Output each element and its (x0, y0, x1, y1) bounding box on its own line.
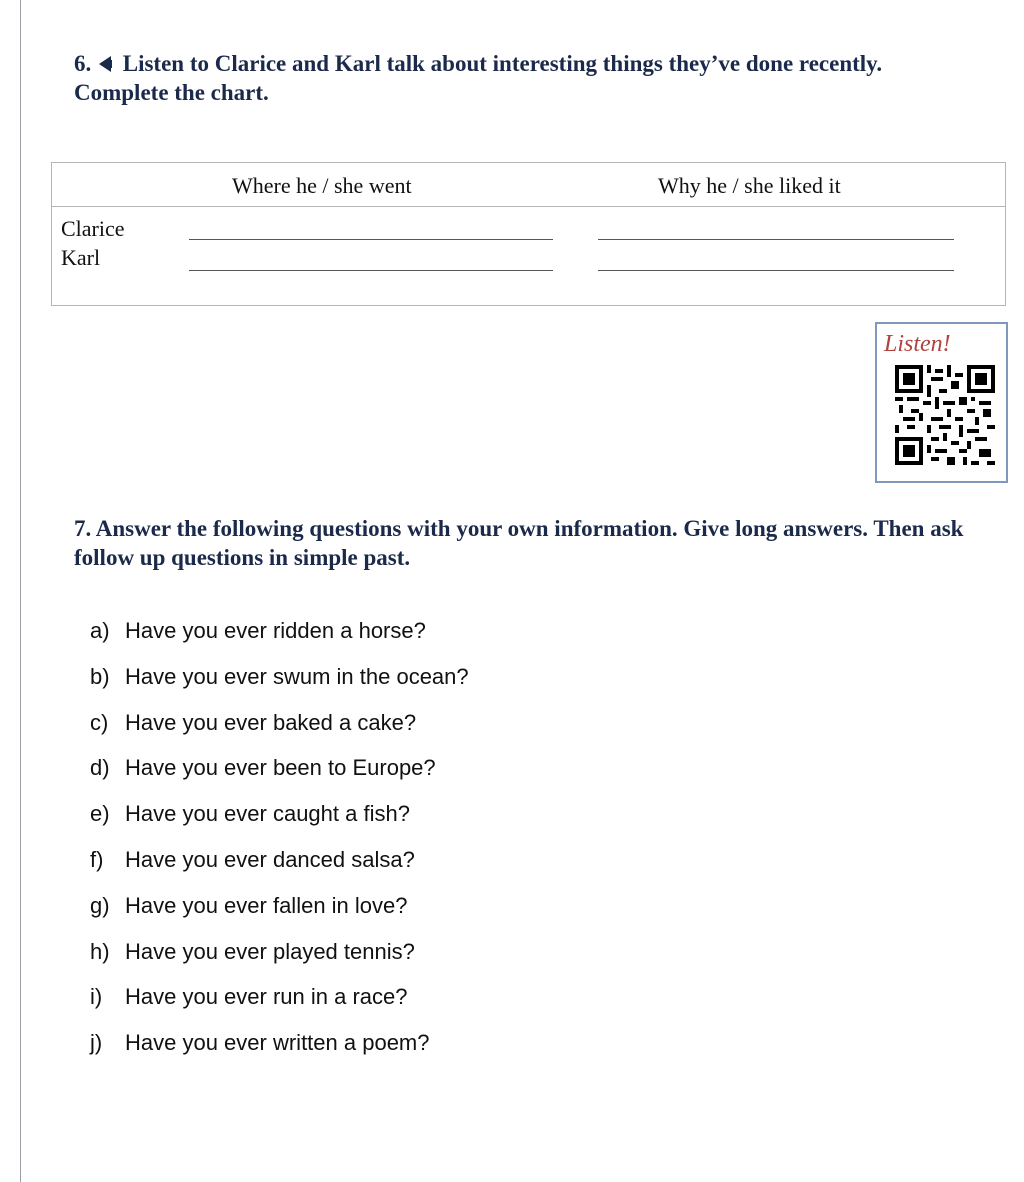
list-item (90, 1026, 469, 1072)
exercise-6-heading (74, 49, 974, 107)
blank-karl-why[interactable] (598, 270, 954, 271)
question-text: Have you ever been to Europe? (125, 755, 436, 781)
listen-box[interactable] (875, 322, 1008, 483)
question-letter: d) (90, 755, 110, 781)
question-letter: c) (90, 709, 109, 735)
exercise-7-instruction: Answer the following questions with your own information. Give long answers. Then ask follow up questions in simple past. (74, 516, 964, 570)
row-label-karl: Karl (61, 245, 101, 270)
listening-chart (51, 162, 1006, 306)
question-letter: h) (90, 938, 110, 964)
blank-clarice-why[interactable] (598, 239, 954, 240)
question-letter: j) (90, 1030, 103, 1056)
question-letter: g) (90, 892, 110, 918)
question-letter: e) (90, 801, 110, 827)
chart-header-row (52, 163, 1005, 207)
question-list (90, 614, 469, 1072)
blank-clarice-where[interactable] (189, 239, 553, 240)
column-header-where: Where he / she went (232, 173, 412, 198)
question-letter: i) (90, 984, 103, 1010)
list-item (90, 935, 469, 981)
question-text: Have you ever played tennis? (125, 938, 415, 964)
speaker-icon[interactable] (99, 56, 111, 72)
list-item (90, 889, 469, 935)
listen-label: Listen! (884, 331, 951, 357)
question-letter: b) (90, 663, 110, 689)
exercise-7-heading (74, 514, 974, 572)
list-item (90, 843, 469, 889)
question-letter: f) (90, 846, 104, 872)
list-item (90, 660, 469, 706)
exercise-7-number: 7. (74, 516, 92, 541)
column-header-why: Why he / she liked it (658, 173, 841, 198)
question-letter: a) (90, 618, 110, 643)
question-text: Have you ever written a poem? (125, 1030, 430, 1056)
question-text: Have you ever caught a fish? (125, 801, 410, 827)
list-item (90, 797, 469, 843)
question-text: Have you ever swum in the ocean? (125, 663, 469, 689)
list-item (90, 706, 469, 752)
question-text: Have you ever ridden a horse? (125, 618, 426, 643)
list-item (90, 614, 469, 660)
qr-code-icon[interactable] (895, 364, 995, 466)
question-text: Have you ever fallen in love? (125, 892, 408, 918)
question-text: Have you ever baked a cake? (125, 709, 417, 735)
blank-karl-where[interactable] (189, 270, 553, 271)
list-item (90, 980, 469, 1026)
question-text: Have you ever run in a race? (125, 984, 408, 1010)
exercise-6-number: 6. (74, 51, 92, 76)
exercise-6-instruction: Listen to Clarice and Karl talk about interesting things they’ve done recently. Complete the chart. (74, 51, 883, 105)
page-margin-line (20, 0, 21, 1182)
list-item (90, 751, 469, 797)
question-text: Have you ever danced salsa? (125, 846, 415, 872)
row-label-clarice: Clarice (61, 216, 125, 241)
